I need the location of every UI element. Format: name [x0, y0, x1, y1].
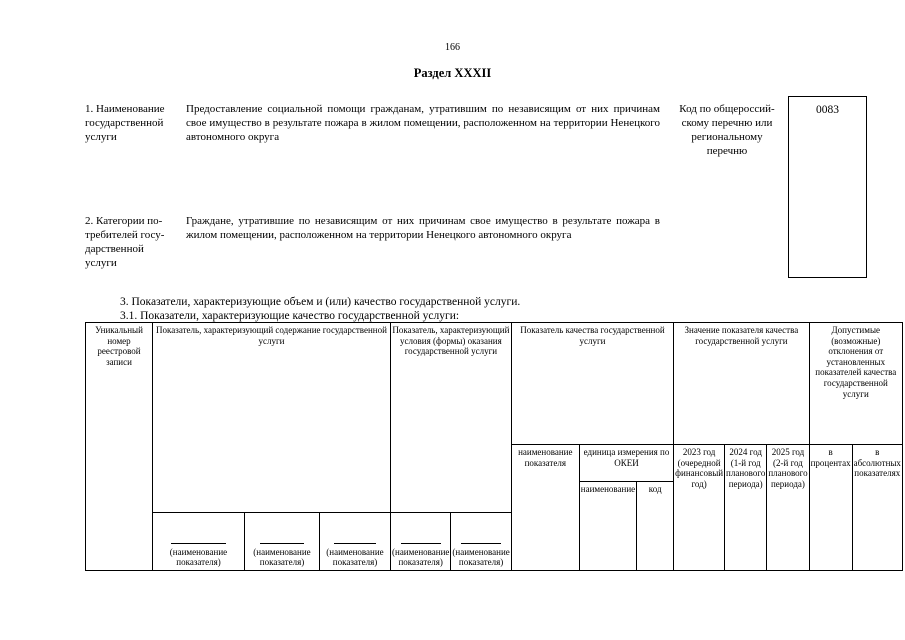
service-name-text: Предоставление социальной помощи гражданам, утратившим по независящим от них причинам свое имущество в результате пожара в жилом помещении, расположенном на территории Ненецкого автономного округа	[186, 103, 660, 143]
page-number: 166	[445, 42, 460, 53]
label-line: услуги	[85, 257, 117, 269]
param-caption: (наименование показателя)	[392, 546, 450, 568]
label-line: государственной	[85, 117, 164, 129]
blank-line	[334, 543, 376, 544]
header-deviation-absolute: в абсолютных показателях	[852, 445, 902, 571]
blank-line	[401, 543, 441, 544]
code-value: 0083	[816, 104, 839, 116]
label-line: услуги	[85, 131, 117, 143]
header-unit-okei: единица измерения по ОКЕИ	[579, 445, 673, 482]
label-line: дарственной	[85, 243, 144, 255]
header-content-indicator: Показатель, характеризующий содержание государственной услуги	[153, 323, 391, 513]
content-param-1	[153, 513, 245, 571]
header-year-2025: 2025 год (2-й год планового периода)	[767, 445, 809, 571]
header-year-2023: 2023 год (очередной финансовый год)	[674, 445, 725, 571]
header-unique-number: Уникальный номер реестровой записи	[86, 323, 153, 571]
param-caption: (наименование показателя)	[253, 546, 311, 568]
label-line: 1. Наименование	[85, 103, 165, 115]
service-name-label	[85, 102, 181, 144]
categories-label	[85, 214, 181, 270]
content-param-2	[245, 513, 320, 571]
header-unit-code: код	[637, 482, 674, 571]
condition-param-2	[451, 513, 511, 571]
section-title: Раздел XXXII	[413, 66, 492, 80]
code-label	[670, 102, 784, 158]
label-line: перечню	[706, 145, 748, 157]
header-deviation-percent: в процентах	[809, 445, 852, 571]
header-year-2024: 2024 год (1-й год планового периода)	[725, 445, 767, 571]
heading-3: 3. Показатели, характеризующие объем и (или) качество государственной услуги.	[120, 296, 521, 308]
param-caption: (наименование показателя)	[326, 546, 384, 568]
label-line: региональному	[691, 131, 763, 143]
param-caption: (наименование показателя)	[169, 546, 228, 568]
label-line: Код по общероссий-	[679, 103, 775, 115]
param-caption: (наименование показателя)	[452, 546, 510, 568]
heading-3-1: 3.1. Показатели, характеризующие качество государственной услуги:	[120, 310, 460, 322]
header-quality-indicator: Показатель качества государственной услуги	[511, 323, 673, 445]
quality-indicators-table	[85, 322, 903, 571]
condition-param-1	[391, 513, 451, 571]
blank-line	[461, 543, 501, 544]
label-line: 2. Категории по-	[85, 215, 163, 227]
blank-line	[260, 543, 305, 544]
label-line: требителей госу-	[85, 229, 165, 241]
header-allowed-deviation: Допустимые (возможные) отклонения от установленных показателей качества государственной услуги	[809, 323, 902, 445]
label-line: скому перечню или	[681, 117, 773, 129]
header-conditions-indicator: Показатель, характеризующий условия (формы) оказания государственной услуги	[391, 323, 512, 513]
categories-text: Граждане, утратившие по независящим от них причинам свое имущество в результате пожара в жилом помещении, расположенном на территории Ненецкого автономного округа	[186, 215, 660, 241]
header-indicator-value: Значение показателя качества государственной услуги	[674, 323, 809, 445]
content-param-3	[320, 513, 391, 571]
header-indicator-name: наименование показателя	[511, 445, 579, 571]
header-unit-name: наименование	[579, 482, 636, 571]
code-box	[788, 96, 867, 278]
table-header-row-1	[86, 323, 903, 445]
blank-line	[171, 543, 226, 544]
